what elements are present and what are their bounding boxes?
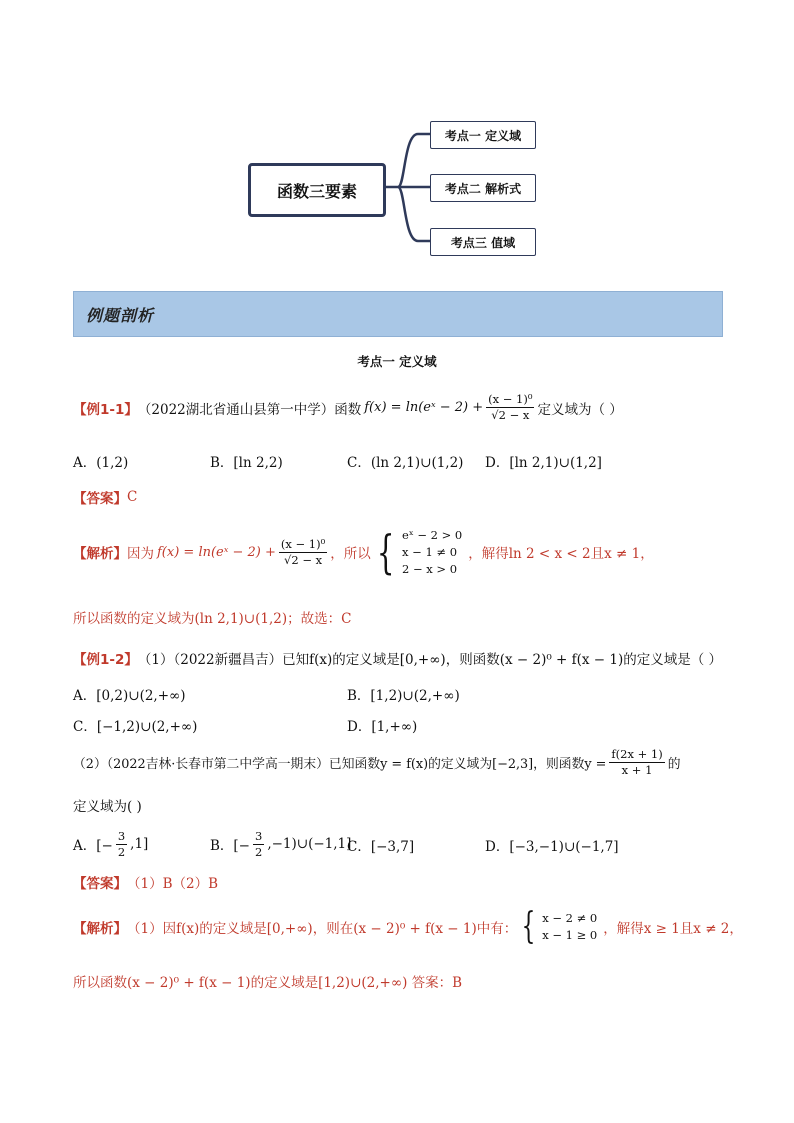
ex1-tag: 【例1-1】 — [73, 401, 138, 418]
ex2-q2-opt-b-num: 3 — [255, 828, 263, 843]
ex2-q1-option-c: C．[−1,2)∪(2,+∞) — [73, 719, 198, 735]
ex2-q1-option-b: B．[1,2)∪(2,+∞) — [347, 688, 460, 704]
mindmap-branch-2: 考点二 解析式 — [430, 174, 536, 202]
mindmap-branch-3: 考点三 值域 — [430, 228, 536, 256]
ex2-question-1 — [73, 648, 722, 668]
left-brace: { — [521, 906, 536, 947]
ex2-analysis-pre: （1）因f(x)的定义域是[0,+∞)，则在(x − 2)⁰ + f(x − 1)中有： — [127, 921, 518, 937]
mindmap-connectors — [0, 0, 794, 300]
ex1-option-b: B．[ln 2,2) — [210, 455, 283, 471]
ex1-analysis-frac-num: (x − 1)⁰ — [280, 536, 326, 551]
ex1-fraction — [486, 392, 534, 423]
ex1-frac-den: √2 − x — [491, 408, 530, 422]
section-title: 考点一 定义域 — [357, 354, 437, 369]
ex1-analysis-frac-den: √2 − x — [284, 552, 323, 567]
ex1-source: （2022湖北省通山县第一中学）函数 — [137, 401, 362, 418]
ex1-system-eq-3: 2 − x > 0 — [402, 561, 458, 576]
ex2-q2-opt-b-post: ,−1)∪(−1,1] — [267, 836, 352, 852]
ex2-q2-option-c: C．[−3,7] — [347, 839, 415, 855]
ex2-analysis-solve: ，解得x ≥ 1且x ≠ 2， — [603, 921, 743, 937]
ex2-q1: （1）（2022新疆昌吉）已知f(x)的定义域是[0,+∞)，则函数(x − 2)⁰ + f(x − 1)的定义域是（ ） — [137, 652, 723, 668]
ex1-analysis-fraction — [279, 537, 327, 568]
mindmap-root: 函数三要素 — [248, 163, 386, 217]
ex2-q1-option-d: D．[1,+∞) — [347, 719, 418, 735]
ex2-q2-opt-b-pre: B．[− — [210, 838, 250, 854]
ex1-answer — [73, 487, 137, 507]
ex2-q2-pre: （2）（2022吉林·长春市第二中学高一期末）已知函数y = f(x)的定义域为[−2,3]，则函数y = — [73, 756, 607, 772]
ex2-q2-opt-b-frac — [253, 829, 264, 860]
ex2-tag: 【例1-2】 — [73, 652, 138, 668]
ex2-q1-option-a: A．[0,2)∪(2,+∞) — [73, 688, 186, 704]
ex1-analysis-func: f(x) = ln(eˣ − 2) + — [157, 544, 276, 560]
connector-branch-1 — [398, 134, 430, 187]
ex2-q2-opt-b-den: 2 — [255, 844, 263, 859]
ex2-q2-opt-a-num: 3 — [117, 828, 126, 843]
ex1-analysis-so: ，所以 — [330, 546, 371, 562]
ex2-answer — [73, 872, 218, 892]
ex2-q2-option-a — [73, 828, 148, 860]
ex2-q2-frac-num: f(2x + 1) — [611, 746, 663, 761]
ex2-analysis — [73, 906, 743, 948]
ex1-frac-num: (x − 1)⁰ — [488, 392, 533, 406]
ex1-option-c: C．(ln 2,1)∪(1,2) — [347, 455, 464, 471]
ex2-answer-tag: 【答案】 — [73, 876, 127, 892]
ex1-system — [402, 527, 462, 578]
ex2-analysis-tag: 【解析】 — [73, 921, 127, 937]
ex1-system-eq-1: eˣ − 2 > 0 — [402, 527, 463, 542]
ex2-q2-opt-a-post: ,1] — [130, 836, 149, 852]
section-banner — [73, 291, 723, 337]
ex1-analysis-solve: ，解得ln 2 < x < 2且x ≠ 1， — [468, 546, 654, 562]
ex1-after: 定义域为（ ） — [537, 401, 623, 418]
ex1-conclusion: 所以函数的定义域为(ln 2,1)∪(1,2)；故选：C — [73, 611, 352, 627]
ex2-system-eq-2: x − 1 ≥ 0 — [542, 928, 598, 942]
ex2-q2-post: 的 — [667, 756, 681, 772]
connector-branch-3 — [398, 187, 430, 241]
ex2-q2-opt-a-den: 2 — [117, 844, 126, 859]
ex2-system-eq-1: x − 2 ≠ 0 — [542, 911, 598, 925]
ex1-analysis-pre: 因为 — [127, 546, 154, 562]
banner-title: 例题剖析 — [86, 305, 155, 325]
ex1-answer-value: C — [127, 489, 138, 505]
ex1-analysis-tag: 【解析】 — [73, 546, 127, 562]
ex2-q2-frac-den: x + 1 — [621, 762, 653, 777]
ex2-q2-opt-a-pre: A．[− — [73, 838, 113, 854]
ex1-question — [73, 392, 623, 423]
ex2-question-2 — [73, 745, 680, 779]
ex2-q2-line2: 定义域为( ) — [73, 799, 142, 815]
ex1-func: f(x) = ln(eˣ − 2) + — [364, 400, 484, 415]
ex2-system — [542, 910, 597, 944]
ex2-q2-option-b — [210, 828, 351, 860]
ex1-system-eq-2: x − 1 ≠ 0 — [402, 544, 458, 559]
ex1-analysis — [73, 521, 654, 583]
ex2-q2-opt-a-frac — [116, 829, 127, 860]
ex2-q2-fraction — [609, 747, 664, 778]
ex2-q2-option-d: D．[−3,−1)∪(−1,7] — [485, 839, 619, 855]
ex2-conclusion: 所以函数(x − 2)⁰ + f(x − 1)的定义域是[1,2)∪(2,+∞) 答案：B — [73, 975, 463, 991]
ex2-answer-value: （1）B（2）B — [127, 876, 219, 892]
ex1-option-d: D．[ln 2,1)∪(1,2] — [485, 455, 602, 471]
left-brace: { — [376, 525, 395, 579]
ex1-option-a: A．(1,2) — [73, 455, 129, 471]
ex1-answer-tag: 【答案】 — [73, 491, 127, 507]
mindmap-branch-1: 考点一 定义域 — [430, 121, 536, 149]
